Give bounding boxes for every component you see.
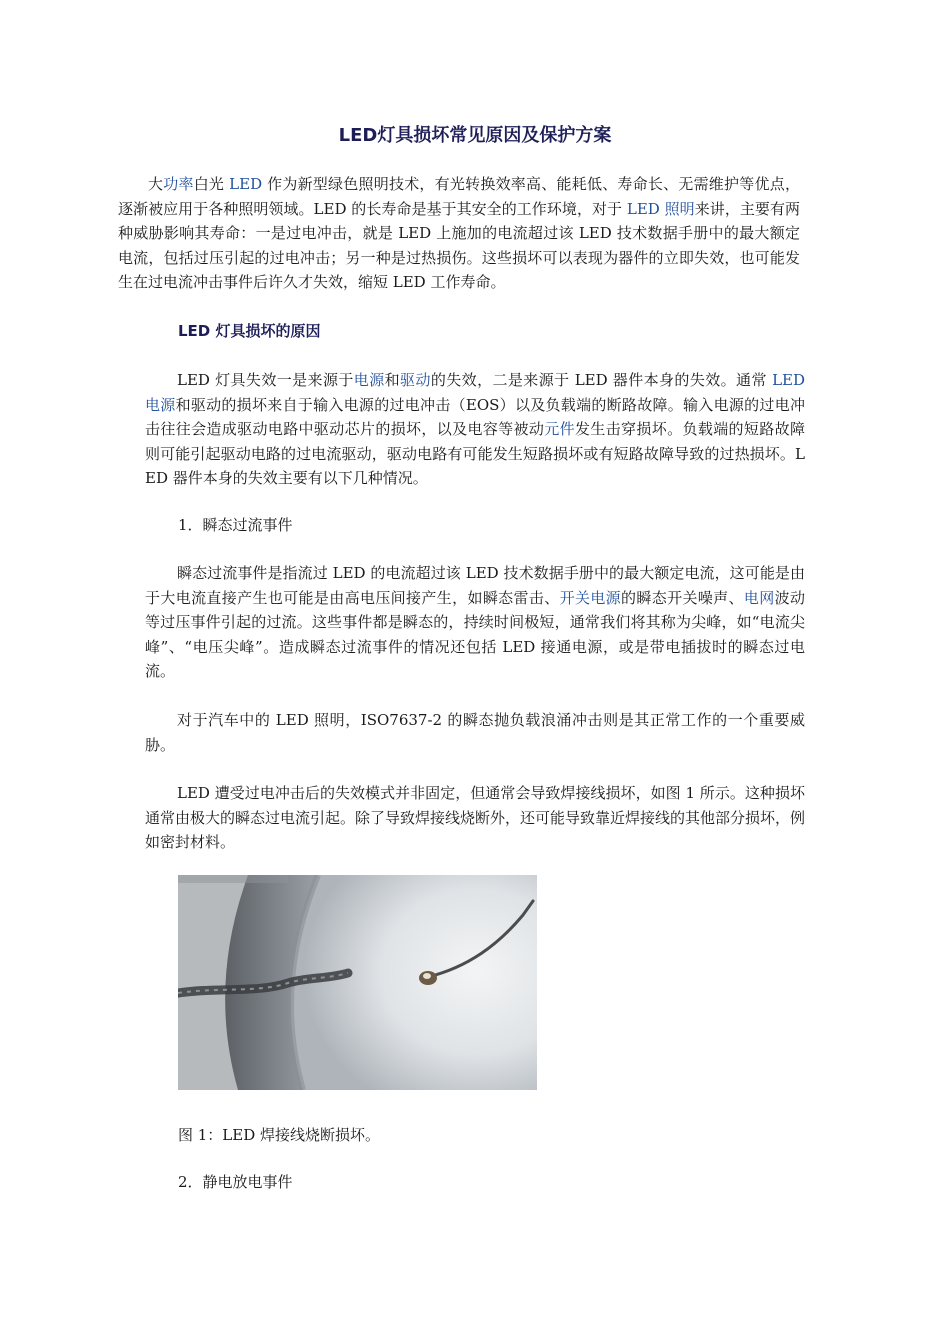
intro-text-1: 大	[148, 175, 164, 193]
causes-text-2: 和	[384, 371, 401, 389]
link-led-lighting[interactable]: LED 照明	[626, 199, 695, 218]
transient-paragraph	[145, 561, 805, 684]
link-led[interactable]: LED	[229, 175, 263, 193]
causes-text-3: 的失效，二是来源于 LED 器件本身的失效。通常	[430, 371, 773, 389]
failure-paragraph: LED 遭受过电冲击后的失效模式并非固定，但通常会导致焊接线损坏，如图 1 所示。这种损坏通常由极大的瞬态过电流引起。除了导致焊接线烧断外，还可能导致靠近焊接线的其他部分损坏，例如密封材料。	[145, 784, 806, 851]
link-power-grid[interactable]: 电网	[743, 588, 775, 607]
link-driver[interactable]: 驱动	[400, 371, 431, 389]
causes-text-4: 和驱动的损坏来自于输入电源的过电冲击（EOS）以及负载端的断路故障。输入电源的过电冲击往往会造成驱动电路中驱动芯片的损坏，以及电容等被动	[145, 395, 805, 438]
causes-text-1: LED 灯具失效一是来源于	[177, 371, 354, 389]
link-switching-power-supply[interactable]: 开关电源	[559, 588, 622, 607]
transient-text-2: 的瞬态开关噪声、	[621, 588, 744, 607]
intro-text-2: 白光	[193, 175, 230, 193]
document-title: LED灯具损坏常见原因及保护方案	[338, 125, 612, 146]
item-2-heading: 2．静电放电事件	[178, 1173, 293, 1191]
link-power-supply[interactable]: 电源	[353, 371, 385, 389]
link-component[interactable]: 元件	[544, 420, 575, 438]
link-high-power[interactable]: 功率	[163, 175, 194, 193]
transient-text-3: 波动等过压事件引起的过流。这些事件都是瞬态的，持续时间极短，通常我们将其称为尖峰，如“电流尖峰”、“电压尖峰”。造成瞬态过流事件的情况还包括 LED 接通电源，或是带电插拔时的瞬态过电流。	[145, 588, 805, 680]
bond-wire-photo	[178, 875, 537, 1090]
intro-paragraph	[118, 172, 800, 295]
intro-text-4: 来讲，主要有两种威胁影响其寿命：一是过电冲击，就是 LED 上施加的电流超过该 LED 技术数据手册中的最大额定电流，包括过压引起的过电冲击；另一种是过热损伤。这些损坏可以表现为器件的立即失效，也可能发生在过电流冲击事件后许久才失效，缩短 LED 工作寿命。	[118, 199, 800, 291]
transient-text-1: 瞬态过流事件是指流过 LED 的电流超过该 LED 技术数据手册中的最大额定电流，这可能是由于大电流直接产生也可能是由高电压间接产生，如瞬态雷击、	[145, 564, 805, 607]
bond-wire-illustration	[178, 875, 537, 1090]
figure-caption: 图 1：LED 焊接线烧断损坏。	[178, 1126, 381, 1144]
automotive-paragraph: 对于汽车中的 LED 照明，ISO7637-2 的瞬态抛负载浪涌冲击则是其正常工作的一个重要威胁。	[145, 711, 805, 754]
item-1-heading: 1．瞬态过流事件	[178, 516, 293, 534]
causes-paragraph	[145, 368, 805, 491]
link-led-power-supply[interactable]: LED 电源	[145, 371, 805, 414]
intro-text-3: 作为新型绿色照明技术，有光转换效率高、能耗低、寿命长、无需维护等优点，逐渐被应用于各种照明领域。LED 的长寿命是基于其安全的工作环境，对于	[118, 175, 800, 218]
section-heading: LED 灯具损坏的原因	[178, 322, 321, 340]
causes-text-5: 发生击穿损坏。负载端的短路故障则可能引起驱动电路的过电流驱动，驱动电路有可能发生短路损坏或有短路故障导致的过热损坏。LED 器件本身的失效主要有以下几种情况。	[145, 420, 805, 487]
